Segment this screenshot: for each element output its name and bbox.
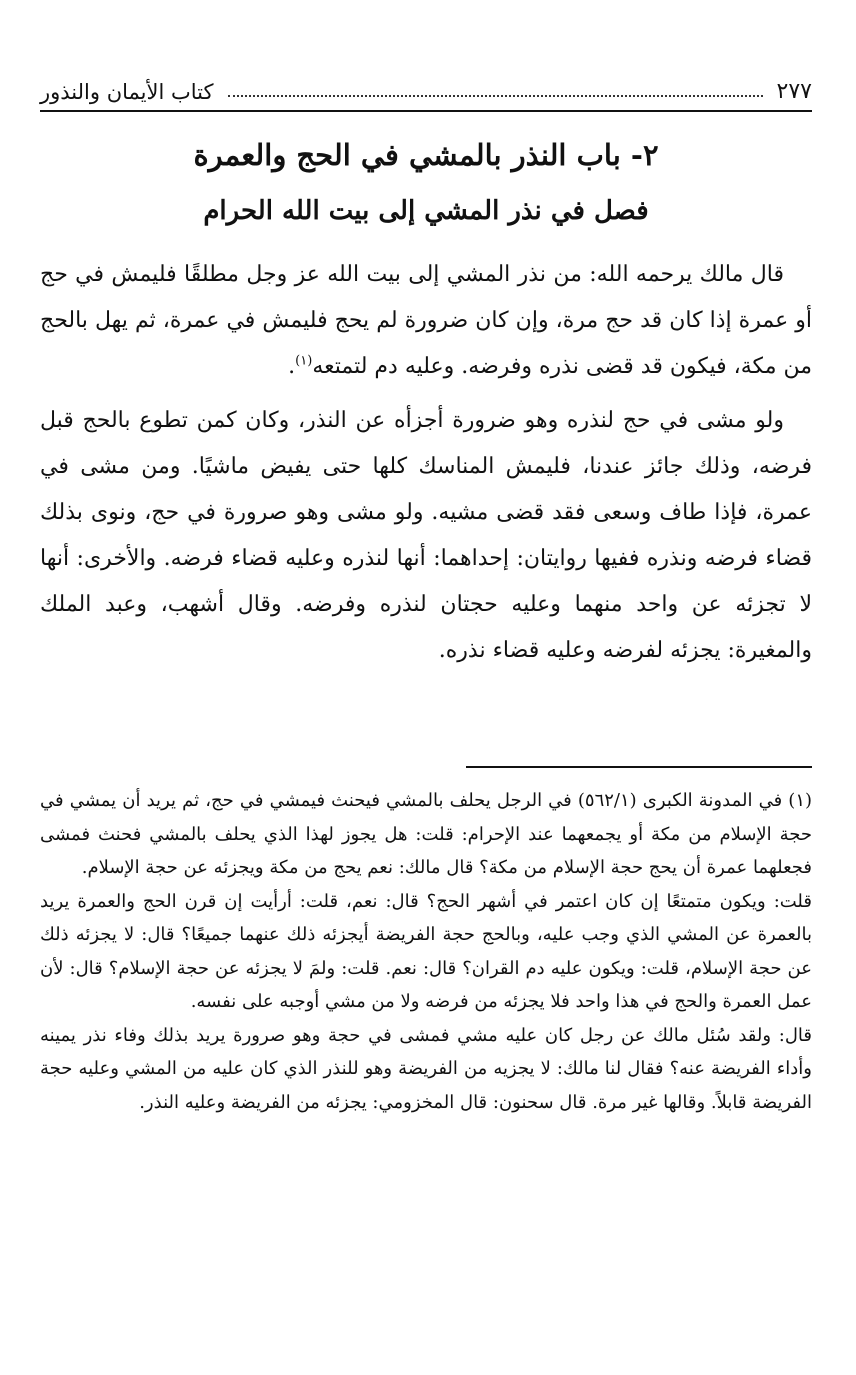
footnote-1-part-2: قلت: ويكون متمتعًا إن كان اعتمر في أشهر الحج؟ قال: نعم، قلت: أرأيت إن قرن الحج والعمرة يريد بالعمرة عن المشي الذي وجب عليه، وبالحج حجة الفريضة أيجزئه ذلك عنهما جميعًا؟ قال: لا يجزئه ذلك عن حجة الإسلام، قلت: ويكون عليه دم القران؟ قال: نعم. قلت: ولمَ لا يجزئه عن حجة الإسلام؟ قال: لأن عمل العمرة والحج في هذا واحد فلا يجزئه من فرضه ولا من مشي أوجبه على نفسه.: [40, 890, 812, 1012]
page-number: ٢٧٧: [776, 79, 812, 104]
paragraph-1-text: قال مالك يرحمه الله: من نذر المشي إلى بيت الله عز وجل مطلقًا فليمش في حج أو عمرة إذا كان قد حج مرة، وإن كان ضرورة لم يحج فليمش في عمرة، ثم يهل بالحج من مكة، فيكون قد قضى نذره وفرضه. وعليه دم لتمتعه: [40, 262, 812, 379]
footnote-separator: [466, 766, 812, 768]
footnote-1-part-1: (١) في المدونة الكبرى (٥٦٢/١) في الرجل يحلف بالمشي فيحنث فيمشي في حج، ثم يريد أن يمشي في حجة الإسلام من مكة أو يجمعهما عند الإحرام: قلت: هل يجوز لهذا الذي يحلف بالمشي فحنث فمشى فجعلهما عمرة أن يحج حجة الإسلام من مكة؟ قال مالك: نعم يحج من مكة ويجزئه عن حجة الإسلام.: [40, 790, 813, 878]
footnote-reference: (١): [295, 353, 313, 369]
running-header: [40, 64, 812, 104]
main-text: [40, 252, 812, 674]
chapter-title: ٢- باب النذر بالمشي في الحج والعمرة: [193, 138, 659, 172]
paragraph-1: [40, 252, 812, 390]
book-title: كتاب الأيمان والنذور: [40, 80, 214, 104]
header-leader-dots: [228, 95, 763, 97]
paragraph-1-end: .: [288, 354, 296, 379]
footnotes: [40, 784, 812, 1119]
paragraph-2: ولو مشى في حج لنذره وهو ضرورة أجزأه عن النذر، وكان كمن تطوع بالحج قبل فرضه، وذلك جائز عندنا، فليمش المناسك كلها حتى يفيض ماشيًا. ومن مشى في عمرة، فإذا طاف وسعى فقد قضى مشيه. ولو مشى وهو صرورة في حج، ونوى بذلك قضاء فرضه ونذره ففيها روايتان: إحداهما: أنها لنذره وعليه قضاء فرضه. والأخرى: أنها لا تجزئه عن واحد منهما وعليه حجتان لنذره وفرضه. وقال أشهب، وعبد الملك والمغيرة: يجزئه لفرضه وعليه قضاء نذره.: [40, 408, 812, 663]
footnote-1-part-3: قال: ولقد سُئل مالك عن رجل كان عليه مشي فمشى في حجة وهو صرورة يريد بذلك وفاء نذر يمينه وأداء الفريضة عنه؟ فقال لنا مالك: لا يجزيه من الفريضة وهو للنذر الذي كان عليه من المشي وعليه حجة الفريضة قابلاً. وقالها غير مرة. قال سحنون: قال المخزومي: يجزئه من الفريضة وعليه النذر.: [40, 1024, 812, 1113]
section-title: فصل في نذر المشي إلى بيت الله الحرام: [203, 196, 649, 226]
header-rule: [40, 110, 812, 112]
